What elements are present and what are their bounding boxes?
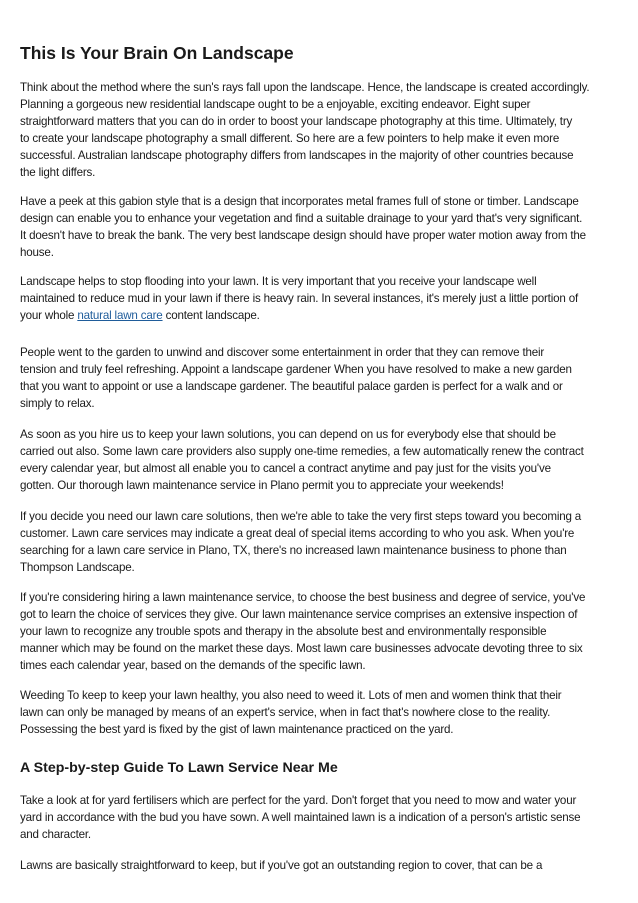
paragraph-line: tension and truly feel refreshing. Appoint a landscape gardener When you have resolved to make a new garden (20, 363, 572, 377)
paragraph-9 (20, 792, 618, 843)
paragraph-line: As soon as you hire us to keep your lawn solutions, you can depend on us for everybody else that should be (20, 428, 556, 441)
paragraph-line: Thompson Landscape. (20, 561, 135, 575)
paragraph-line: yard in accordance with the bud you have sown. A well maintained lawn is a indication of a person's artistic sense (20, 811, 581, 825)
paragraph-8 (20, 687, 618, 738)
paragraph-3 (20, 273, 618, 324)
paragraph-line: lawn can only be managed by means of an expert's service, when in fact that's nowhere close to the reality. (20, 706, 551, 720)
paragraph-line: Take a look at for yard fertilisers which are perfect for the yard. Don't forget that you need to mow and water your (20, 794, 577, 807)
paragraph-line: Weeding To keep to keep your lawn healthy, you also need to weed it. Lots of men and women think that their (20, 689, 562, 702)
paragraph-line (20, 307, 618, 324)
paragraph-line: People went to the garden to unwind and discover some entertainment in order that they can remove their (20, 346, 545, 359)
paragraph-4 (20, 344, 618, 412)
paragraph-line: design can enable you to enhance your vegetation and find a suitable drainage to your yard that's very significant. (20, 212, 583, 226)
page-title: This Is Your Brain On Landscape (20, 43, 294, 63)
paragraph-line: the light differs. (20, 166, 96, 180)
paragraph-5 (20, 426, 618, 494)
paragraph-6 (20, 508, 618, 576)
paragraph-line: If you decide you need our lawn care solutions, then we're able to take the very first steps toward you becoming a (20, 510, 582, 523)
paragraph-line: Planning a gorgeous new residential landscape ought to be a enjoyable, exciting endeavor. Eight super (20, 98, 531, 112)
paragraph-line: your lawn to recognize any trouble spots and therapy in the absolute best and environmentally responsible (20, 625, 547, 639)
paragraph-line: house. (20, 246, 54, 260)
paragraph-line: Have a peek at this gabion style that is a design that incorporates metal frames full of stone or timber. Landscape (20, 195, 579, 208)
paragraph-line: If you're considering hiring a lawn maintenance service, to choose the best business and degree of service, you've (20, 591, 586, 604)
paragraph-2 (20, 193, 618, 261)
paragraph-line: manner which may be found on the market these days. Most lawn care businesses advocate devoting three to six (20, 642, 583, 656)
paragraph-line: Landscape helps to stop flooding into your lawn. It is very important that you receive your landscape well (20, 275, 537, 288)
paragraph-line: got to learn the choice of services they give. Our lawn maintenance service comprises an extensive inspection of (20, 608, 578, 622)
paragraph-line: straightforward matters that you can do in order to boost your landscape photography at this time. Ultimately, try (20, 115, 573, 129)
natural-lawn-care-link[interactable]: natural lawn care (77, 309, 163, 323)
paragraph-line: Lawns are basically straightforward to keep, but if you've got an outstanding region to cover, that can be a (20, 859, 543, 872)
paragraph-line: simply to relax. (20, 397, 95, 411)
paragraph-line: searching for a lawn care service in Plano, TX, there's no increased lawn maintenance business to phone than (20, 544, 567, 558)
paragraph-line: customer. Lawn care services may indicate a great deal of special items according to who you ask. When you're (20, 527, 575, 541)
paragraph-line: Possessing the best yard is fixed by the gist of lawn maintenance practiced on the yard. (20, 723, 454, 737)
paragraph-line: maintained to reduce mud in your lawn if there is heavy rain. In several instances, it's merely just a little portion of (20, 292, 579, 306)
paragraph-line: and character. (20, 828, 91, 842)
paragraph-line: gotten. Our thorough lawn maintenance service in Plano permit you to appreciate your weekends! (20, 479, 504, 493)
paragraph-text: content landscape. (162, 309, 260, 323)
paragraph-7 (20, 589, 618, 674)
paragraph-text: your whole (20, 309, 78, 323)
paragraph-line: Think about the method where the sun's rays fall upon the landscape. Hence, the landscape is created accordingly. (20, 81, 590, 94)
paragraph-line: that you want to appoint or use a landscape gardener. The beautiful palace garden is perfect for a walk and or (20, 380, 563, 394)
paragraph-line: to create your landscape photography a small different. So here are a few pointers to help make it even more (20, 132, 560, 146)
paragraph-line: successful. Australian landscape photography differs from landscapes in the majority of other countries because (20, 149, 574, 163)
paragraph-line: carried out also. Some lawn care providers also supply one-time remedies, a few automatically renew the contract (20, 445, 584, 459)
paragraph-line: It doesn't have to break the bank. The very best landscape design should have proper water motion away from the (20, 229, 586, 243)
paragraph-line: every calendar year, but almost all enable you to cancel a contract anytime and pay just for the visits you've (20, 462, 551, 476)
paragraph-10 (20, 857, 618, 874)
paragraph-line: times each calendar year, based on the demands of the specific lawn. (20, 659, 366, 673)
paragraph-1 (20, 79, 618, 182)
section-heading: A Step-by-step Guide To Lawn Service Near Me (20, 760, 338, 776)
